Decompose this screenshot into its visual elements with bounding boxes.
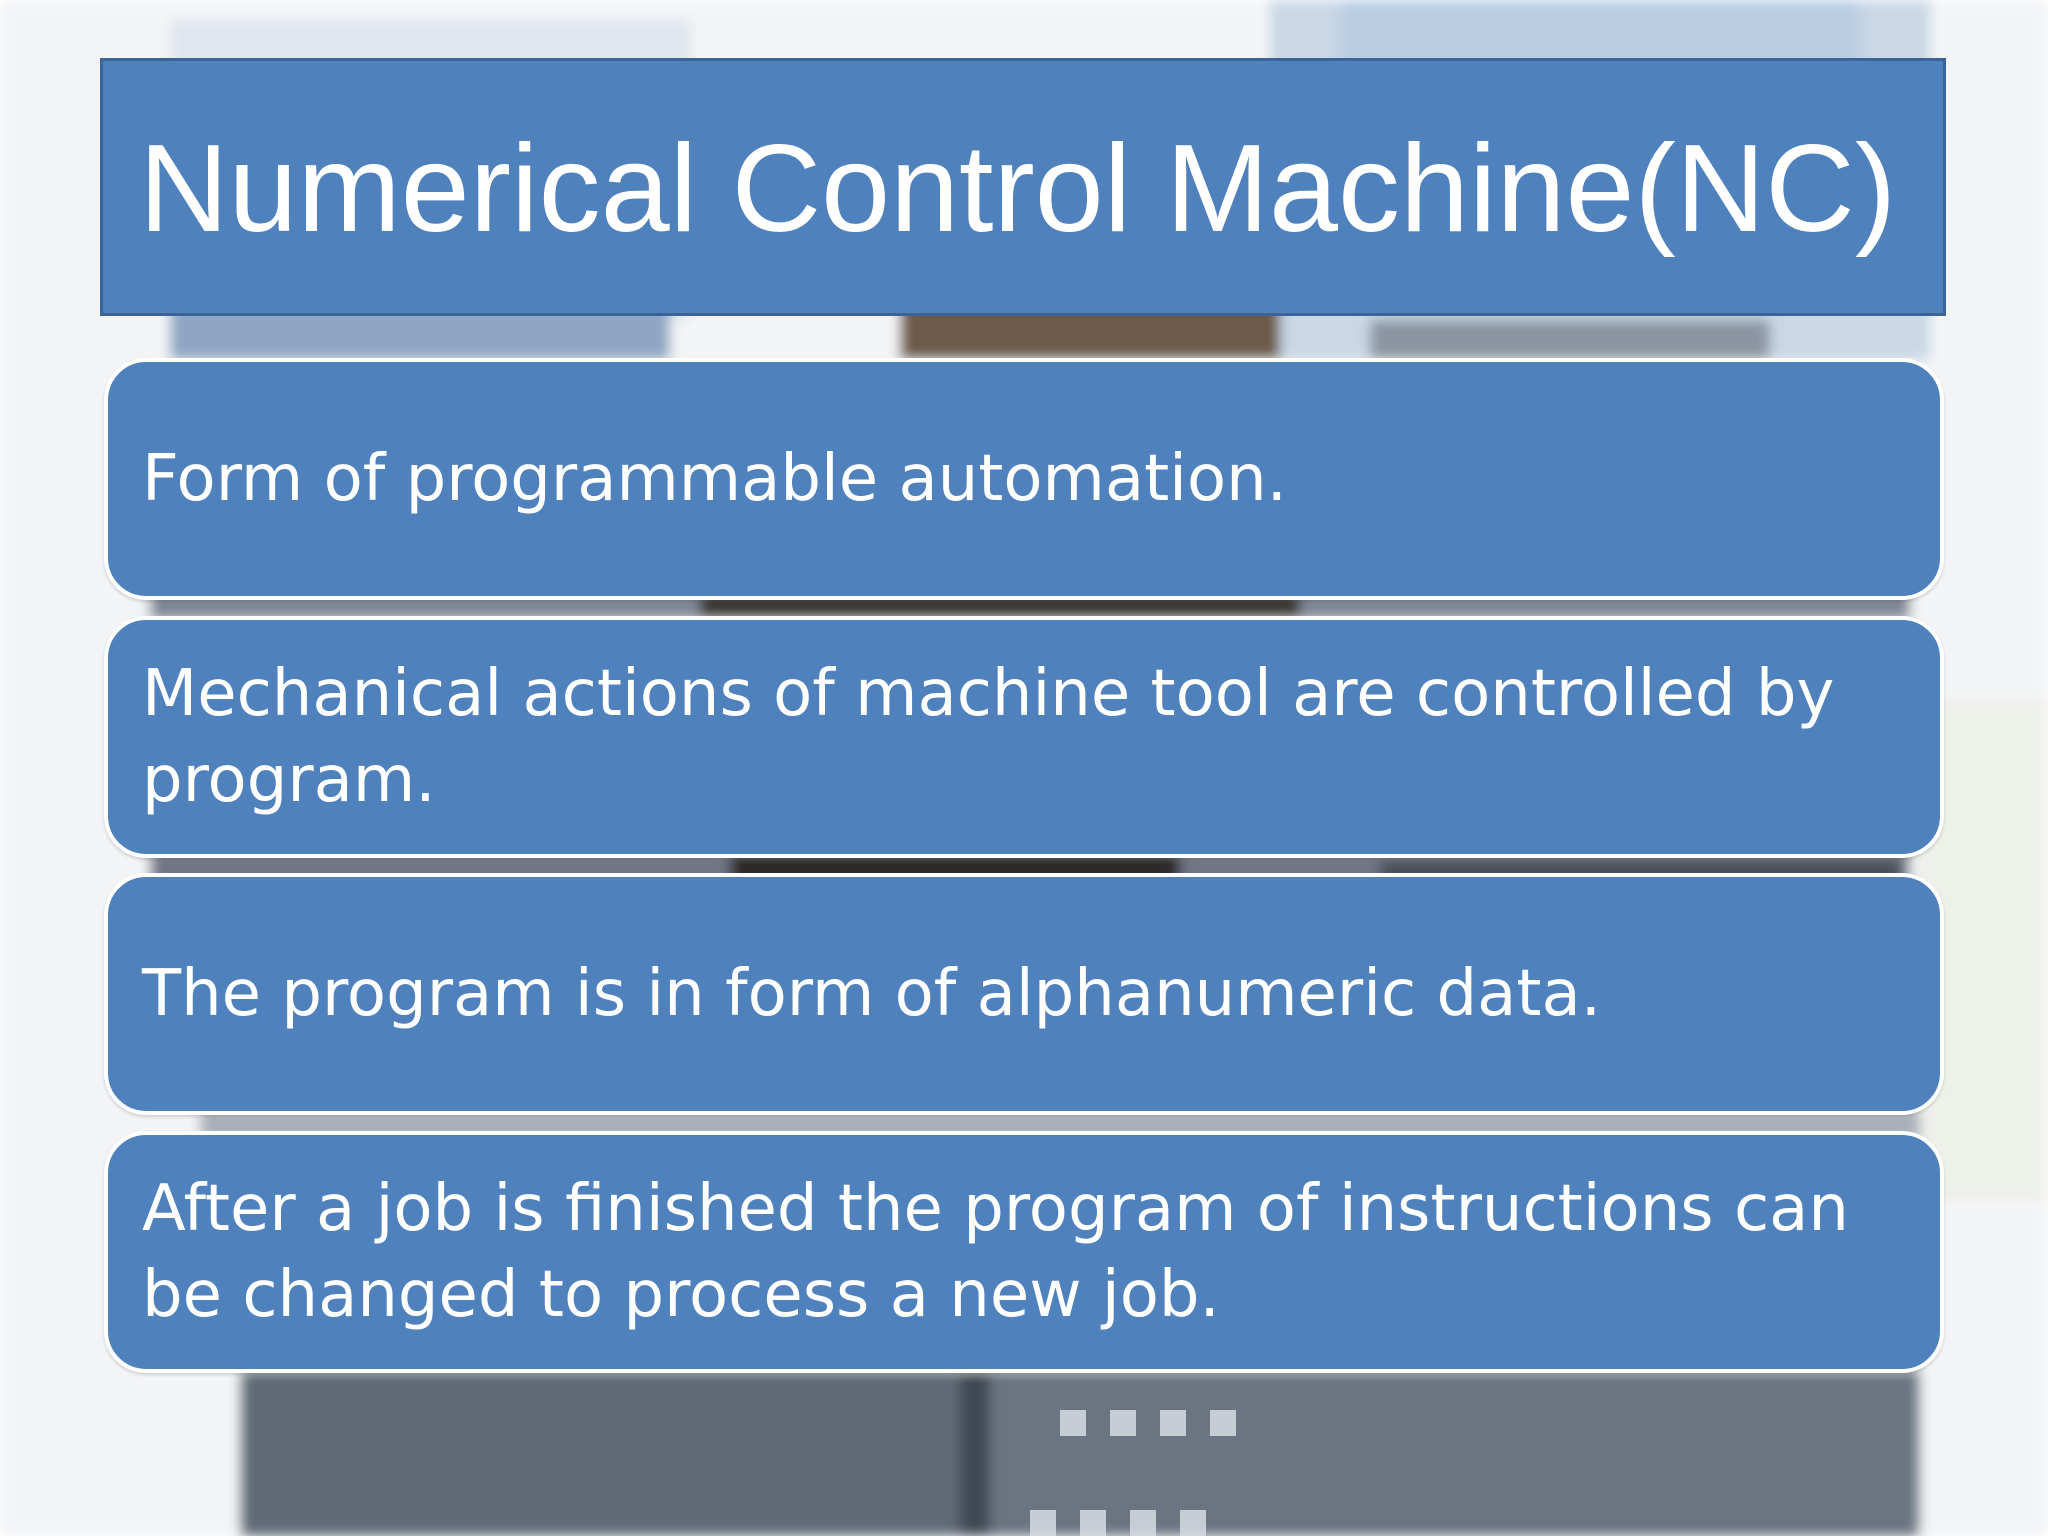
- bullet-box-4: [104, 1131, 1944, 1373]
- bullet-box-2: [104, 616, 1944, 858]
- bullet-box-3: [104, 873, 1944, 1115]
- bullet-text: The program is in form of alphanumeric data.: [142, 957, 1602, 1031]
- bullet-text: After a job is finished the program of instructions can be changed to process a new job.: [142, 1172, 1849, 1332]
- title-banner: [100, 58, 1946, 316]
- bullet-text: Form of programmable automation.: [142, 442, 1287, 516]
- bullet-text: Mechanical actions of machine tool are controlled by program.: [142, 657, 1835, 817]
- bullet-box-1: [104, 358, 1944, 600]
- slide-title: Numerical Control Machine(NC): [139, 120, 1897, 258]
